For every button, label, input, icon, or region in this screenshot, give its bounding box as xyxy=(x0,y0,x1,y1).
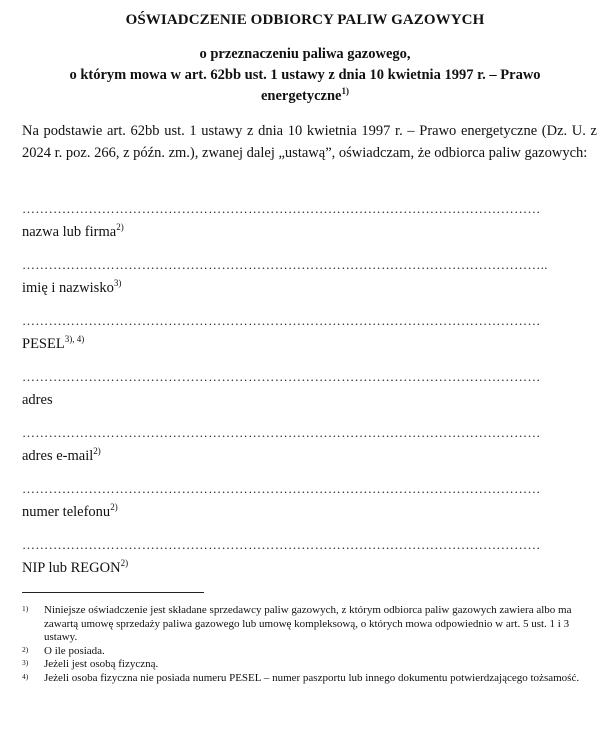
subtitle-line-1: o przeznaczeniu paliwa gazowego, xyxy=(199,46,411,62)
field-label xyxy=(22,558,597,578)
fill-in-line[interactable]: ……………………………………………………………………………………………………… xyxy=(22,313,541,328)
fill-in-line[interactable]: ……………………………………………………………………………………………………… xyxy=(22,369,541,384)
footnote-number: 1) xyxy=(22,604,29,613)
field-label-text: numer telefonu xyxy=(22,504,111,520)
document-title: OŚWIADCZENIE ODBIORCY PALIW GAZOWYCH xyxy=(125,12,485,28)
field-label xyxy=(22,390,597,410)
footnote-item xyxy=(22,672,597,686)
field-nip-regon[interactable] xyxy=(22,536,597,578)
footnote-ref: 2) xyxy=(93,446,101,456)
subtitle-line-3 xyxy=(40,86,570,107)
footnote-ref: 2) xyxy=(110,502,118,512)
field-label xyxy=(22,222,597,242)
footnote-number: 3) xyxy=(22,658,29,667)
fill-in-line[interactable]: ……………………………………………………………………………………………………… xyxy=(22,201,541,216)
field-label xyxy=(22,334,597,354)
field-label xyxy=(22,446,597,466)
footnote-ref: 3), 4) xyxy=(64,334,85,344)
footnote-ref: 2) xyxy=(120,558,129,568)
subtitle-footnote-ref: 1) xyxy=(341,86,349,96)
footnote-divider xyxy=(22,592,204,593)
fill-in-line[interactable]: ……………………………………………………………………………………………………… xyxy=(22,425,541,440)
document-subtitle xyxy=(40,44,570,107)
field-address[interactable] xyxy=(22,368,597,410)
footnote-text: Jeżeli osoba fizyczna nie posiada numeru PESEL – numer paszportu lub innego dokumentu potwierdzającego tożsamość. xyxy=(44,671,580,684)
field-label-text: nazwa lub firma xyxy=(22,224,117,240)
field-company-name[interactable] xyxy=(22,200,597,242)
field-phone[interactable] xyxy=(22,480,597,522)
footnote-text: Niniejsze oświadczenie jest składane sprzedawcy paliw gazowych, z którym odbiorca paliw gazowych zawiera albo ma zawartą umowę sprzedaży paliwa gazowego lub umowę kompleksową, o których mowa odpowiednio w art. 5 ust. 1 i 3 ustawy. xyxy=(44,604,572,643)
footnotes xyxy=(22,604,597,685)
field-label-text: PESEL xyxy=(22,336,65,352)
field-label-text: imię i nazwisko xyxy=(22,280,114,296)
field-label-text: adres e-mail xyxy=(22,448,94,464)
footnote-ref: 3) xyxy=(113,278,122,288)
footnote-item xyxy=(22,645,597,659)
subtitle-line-2: o którym mowa w art. 62bb ust. 1 ustawy z dnia 10 kwietnia 1997 r. – Prawo xyxy=(69,67,541,83)
fill-in-line[interactable]: ……………………………………………………………………………………………………… xyxy=(22,481,541,496)
footnote-item xyxy=(22,658,597,672)
field-label xyxy=(22,502,597,522)
footnote-number: 4) xyxy=(22,671,29,681)
field-pesel[interactable] xyxy=(22,312,597,354)
footnote-text: Jeżeli jest osobą fizyczną. xyxy=(44,658,159,670)
fill-in-line[interactable]: ……………………………………………………………………………………………………….. xyxy=(22,257,548,272)
fill-in-line[interactable]: ……………………………………………………………………………………………………… xyxy=(22,537,541,552)
footnote-item xyxy=(22,604,597,645)
footnote-ref: 2) xyxy=(116,222,124,232)
field-full-name[interactable] xyxy=(22,256,597,298)
footnote-number: 2) xyxy=(22,644,29,654)
field-label xyxy=(22,278,597,298)
field-email[interactable] xyxy=(22,424,597,466)
field-label-text: adres xyxy=(22,392,53,408)
intro-paragraph: Na podstawie art. 62bb ust. 1 ustawy z dnia 10 kwietnia 1997 r. – Prawo energetyczne (Dz. U. z 2024 r. poz. 266, z późn. zm.), zwanej dalej „ustawą”, oświadczam, że odbiorca paliw gazowych: xyxy=(22,123,597,161)
footnote-text: O ile posiada. xyxy=(44,644,105,657)
field-label-text: NIP lub REGON xyxy=(22,560,121,576)
subtitle-line-3-text: energetyczne xyxy=(260,88,342,104)
